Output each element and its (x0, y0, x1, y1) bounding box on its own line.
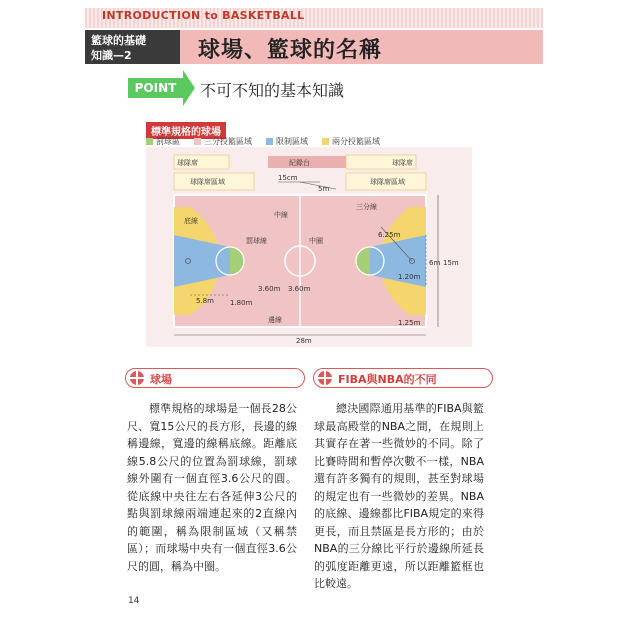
legend-swatch (194, 138, 201, 145)
label-bench-right: 球隊席 (392, 159, 413, 167)
label-5-8m: 5.8m (196, 297, 214, 305)
series-title: INTRODUCTION to BASKETBALL (102, 9, 305, 22)
basketball-icon (130, 371, 144, 385)
label-free-throw-line: 罰球線 (246, 237, 267, 245)
point-text: 不可不知的基本知識 (200, 81, 345, 100)
label-15cm: 15cm (278, 174, 298, 182)
section-heading-fiba-nba (313, 368, 493, 388)
label-1-20m: 1.20m (398, 273, 421, 281)
label-baseline: 底線 (184, 217, 198, 225)
label-1-25m: 1.25m (398, 319, 421, 327)
label-three-point-line: 三分線 (356, 203, 377, 211)
label-1-80m: 1.80m (230, 299, 253, 307)
label-3-60m-b: 3.60m (288, 285, 311, 293)
label-bench-left: 球隊席 (177, 159, 198, 167)
section-heading-court (125, 368, 305, 388)
page-title: 球場、籃球的名稱 (198, 38, 383, 63)
label-6m: 6m (429, 259, 441, 267)
legend-label: 三分投籃區域 (204, 137, 252, 146)
legend-item (194, 136, 252, 147)
label-28m: 28m (296, 337, 312, 345)
basketball-icon (318, 371, 332, 385)
label-scorer-table: 紀錄台 (289, 159, 310, 167)
diagram-legend (146, 136, 380, 147)
paragraph-fiba-nba: 總決國際通用基準的FIBA與籃球最高殿堂的NBA之間，在規則上其實存在著一些微妙的不同。除了比賽時間和暫停次數不一樣，NBA還有許多獨有的規則，甚至對球場的規定也有一些微妙的差異。NBA的底線、邊線都比FIBA規定的來得更長，而且禁區是長方形的；由於NBA的三分線比平行於邊線所延長的弧度距離更遠，所以距離籃框也比較遠。 (314, 402, 484, 590)
legend-item (322, 136, 380, 147)
label-3-60m-a: 3.60m (258, 285, 281, 293)
legend-swatch (322, 138, 329, 145)
legend-label: 罰球區 (156, 137, 180, 146)
court-diagram (146, 147, 472, 347)
label-15m: 15m (443, 259, 459, 267)
chapter-line2: 知識—2 (91, 49, 132, 62)
page-number: 14 (128, 596, 140, 606)
legend-item (266, 136, 308, 147)
diagram-title: 標準規格的球場 (146, 122, 226, 139)
label-bench-area-right: 球隊席區域 (370, 178, 405, 186)
label-center-circle: 中圈 (309, 237, 323, 245)
label-center-line: 中線 (274, 211, 288, 219)
legend-label: 兩分投籃區域 (332, 137, 380, 146)
legend-swatch (146, 138, 153, 145)
legend-swatch (266, 138, 273, 145)
legend-item (146, 136, 180, 147)
section-heading-label: 球場 (150, 373, 172, 386)
legend-label: 限制區域 (276, 137, 308, 146)
paragraph-court: 標準規格的球場是一個長28公尺、寬15公尺的長方形，長邊的線稱邊線，寬邊的線稱底線。距離底線5.8公尺的位置為罰球線，罰球線外圍有一個直徑3.6公尺的圓。從底線中央往左右各延伸3公尺的點與罰球線兩端連起來的2直線內的範圍，稱為限制區域（又稱禁區）；而球場中央有一個直徑3.6公尺的圓，稱為中圈。 (127, 402, 297, 573)
label-sideline: 邊線 (268, 316, 282, 324)
label-6-25m: 6.25m (378, 231, 401, 239)
point-tag: POINT (128, 78, 183, 98)
arrow-icon (183, 70, 195, 106)
section-heading-label: FIBA與NBA的不同 (338, 373, 437, 386)
chapter-label (85, 30, 180, 64)
label-5m: 5m (318, 185, 330, 193)
label-bench-area-left: 球隊席區域 (190, 178, 225, 186)
chapter-line1: 籃球的基礎 (91, 34, 146, 47)
